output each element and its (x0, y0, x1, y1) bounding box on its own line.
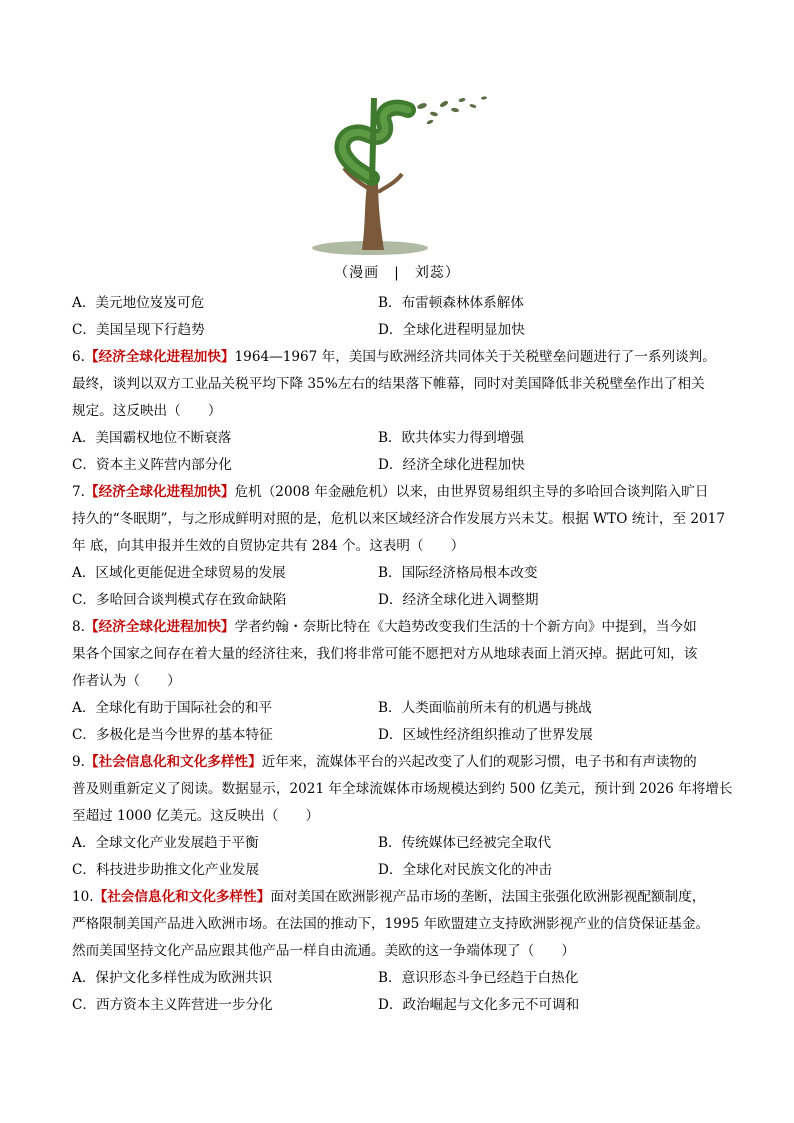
option-a[interactable]: A．全球化有助于国际社会的和平 (72, 700, 273, 716)
option-a[interactable]: A．美国霸权地位不断衰落 (72, 430, 232, 446)
option-d[interactable]: D．全球化对民族文化的冲击 (378, 862, 553, 878)
question-9-stem-line-1 (72, 749, 732, 776)
q5-options-row-2 (72, 317, 732, 344)
question-10-stem-line-2: 严格限制美国产品进入欧洲市场。在法国的推动下，1995 年欧盟建立支持欧洲影视产业的信贷保证基金。 (72, 916, 710, 932)
question-number: 8. (72, 619, 85, 635)
question-6-options-row-2 (72, 452, 732, 479)
question-8-stem-line-2: 果各个国家之间存在着大量的经济往来，我们将非常可能不愿把对方从地球表面上消灭掉。据此可知，该 (72, 646, 698, 662)
stem-text: 近年来，流媒体平台的兴起改变了人们的观影习惯，电子书和有声读物的 (261, 754, 697, 770)
question-10-options-row-2 (72, 992, 732, 1019)
question-list (72, 290, 732, 1019)
question-7-stem-line-1 (72, 479, 732, 506)
question-6-stem-line-3: 规定。这反映出（ ） (72, 403, 222, 419)
option-b[interactable]: B．布雷顿森林体系解体 (378, 295, 524, 311)
question-10-stem-line-1 (72, 884, 732, 911)
option-b[interactable]: B．传统媒体已经被完全取代 (378, 835, 552, 851)
option-a[interactable]: A．保护文化多样性成为欧洲共识 (72, 970, 273, 986)
option-a[interactable]: A．全球文化产业发展趋于平衡 (72, 835, 259, 851)
question-7-options-row-2 (72, 587, 732, 614)
question-8-options-row-1 (72, 695, 732, 722)
option-d[interactable]: D．经济全球化进入调整期 (378, 592, 539, 608)
option-b[interactable]: B．国际经济格局根本改变 (378, 565, 538, 581)
stem-text: 1964—1967 年，美国与欧洲经济共同体关于关税壁垒问题进行了一系列谈判。 (234, 349, 716, 365)
q5-options-row-1 (72, 290, 732, 317)
question-7-stem-line-2: 持久的“冬眠期”，与之形成鲜明对照的是，危机以来区域经济合作发展方兴未艾。根据 WTO 统计，至 2017 (72, 511, 725, 527)
topic-tag: 【社会信息化和文化多样性】 (93, 889, 271, 905)
topic-tag: 【社会信息化和文化多样性】 (84, 754, 262, 770)
question-6-stem-line-1 (72, 344, 732, 371)
stem-text: 危机（2008 年金融危机）以来，由世界贸易组织主导的多哈回合谈判陷入旷日 (234, 484, 709, 500)
option-d[interactable]: D．经济全球化进程加快 (378, 457, 525, 473)
option-d[interactable]: D．政治崛起与文化多元不可调和 (378, 997, 580, 1013)
option-b[interactable]: B．欧共体实力得到增强 (378, 430, 524, 446)
question-9-stem-line-2: 普及则重新定义了阅读。数据显示，2021 年全球流媒体市场规模达到约 500 亿美元，预计到 2026 年将增长 (72, 781, 733, 797)
dollar-tree-cartoon (292, 92, 502, 257)
question-10-stem-line-3: 然而美国坚持文化产品应跟其他产品一样自由流通。美欧的这一争端体现了（ ） (72, 943, 575, 959)
topic-tag: 【经济全球化进程加快】 (84, 349, 235, 365)
question-number: 10. (72, 889, 94, 905)
question-10-options-row-1 (72, 965, 732, 992)
question-6-options-row-1 (72, 425, 732, 452)
option-a[interactable]: A．区域化更能促进全球贸易的发展 (72, 565, 286, 581)
question-7-stem-line-3: 年 底，向其申报并生效的自贸协定共有 284 个。这表明（ ） (72, 538, 465, 554)
figure-caption: （漫画 | 刘蕊） (334, 265, 460, 281)
question-6-stem-line-2: 最终，谈判以双方工业品关税平均下降 35%左右的结果落下帷幕，同时对美国降低非关税壁垒作出了相关 (72, 376, 705, 392)
question-9-options-row-1 (72, 830, 732, 857)
topic-tag: 【经济全球化进程加快】 (84, 619, 235, 635)
question-9-stem-line-3: 至超过 1000 亿美元。这反映出（ ） (72, 808, 320, 824)
option-c[interactable]: C．科技进步助推文化产业发展 (72, 862, 260, 878)
option-b[interactable]: B．意识形态斗争已经趋于白热化 (378, 970, 579, 986)
option-c[interactable]: C．多哈回合谈判模式存在致命缺陷 (72, 592, 287, 608)
stem-text: 面对美国在欧洲影视产品市场的垄断，法国主张强化欧洲影视配额制度， (270, 889, 706, 905)
question-number: 7. (72, 484, 85, 500)
question-8-options-row-2 (72, 722, 732, 749)
option-c[interactable]: C．资本主义阵营内部分化 (72, 457, 232, 473)
topic-tag: 【经济全球化进程加快】 (84, 484, 235, 500)
question-9-options-row-2 (72, 857, 732, 884)
question-number: 9. (72, 754, 85, 770)
stem-text: 学者约翰・奈斯比特在《大趋势改变我们生活的十个新方向》中提到，当今如 (234, 619, 697, 635)
question-8-stem-line-1 (72, 614, 732, 641)
option-c[interactable]: C．美国呈现下行趋势 (72, 322, 205, 338)
option-d[interactable]: D．全球化进程明显加快 (378, 322, 525, 338)
option-c[interactable]: C．西方资本主义阵营进一步分化 (72, 997, 273, 1013)
option-d[interactable]: D．区域性经济组织推动了世界发展 (378, 727, 593, 743)
question-7-options-row-1 (72, 560, 732, 587)
question-number: 6. (72, 349, 85, 365)
option-c[interactable]: C．多极化是当今世界的基本特征 (72, 727, 273, 743)
option-b[interactable]: B．人类面临前所未有的机遇与挑战 (378, 700, 592, 716)
option-a[interactable]: A．美元地位岌岌可危 (72, 295, 205, 311)
question-8-stem-line-3: 作者认为（ ） (72, 673, 181, 689)
